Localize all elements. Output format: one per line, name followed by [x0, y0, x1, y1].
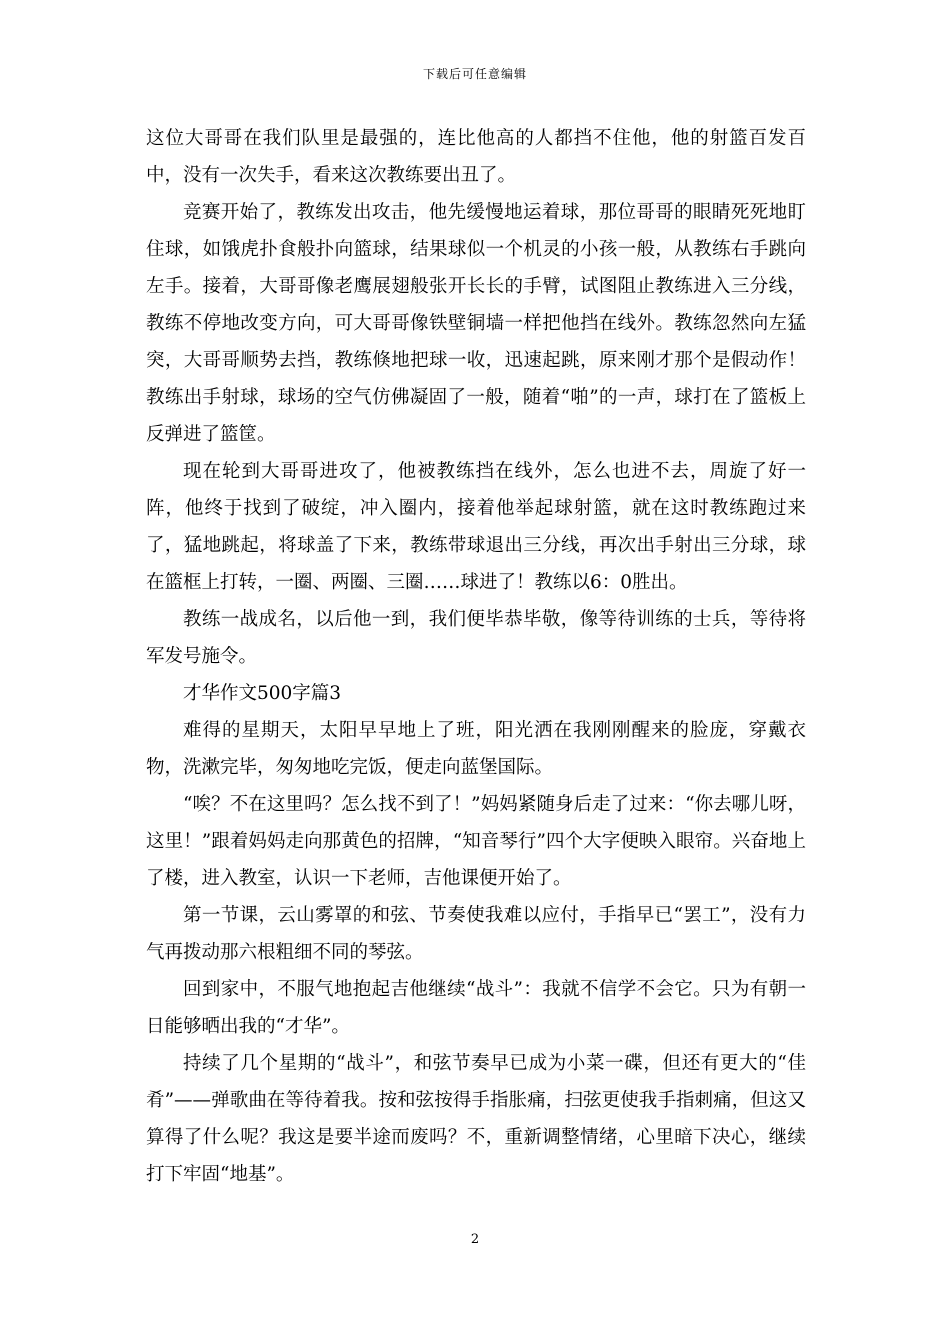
document-body [146, 120, 806, 1193]
paragraph-1: 这位大哥哥在我们队里是最强的，连比他高的人都挡不住他，他的射篮百发百中，没有一次失手，看来这次教练要出丑了。 [146, 128, 806, 186]
paragraph-3: 现在轮到大哥哥进攻了，他被教练挡在线外，怎么也进不去，周旋了好一阵，他终于找到了破绽，冲入圈内，接着他举起球射篮，就在这时教练跑过来了，猛地跳起，将球盖了下来，教练带球退出三分线，再次出手射出三分球，球在篮框上打转，一圈、两圈、三圈……球进了！教练以6：0胜出。 [146, 461, 806, 593]
paragraph-8: 第一节课，云山雾罩的和弦、节奏使我难以应付，手指早已“罢工”，没有力气再拨动那六根粗细不同的琴弦。 [146, 905, 806, 963]
paragraph-4: 教练一战成名，以后他一到，我们便毕恭毕敬，像等待训练的士兵，等待将军发号施令。 [146, 609, 806, 667]
section-heading: 才华作文500字篇3 [183, 683, 342, 704]
paragraph-10: 持续了几个星期的“战斗”，和弦节奏早已成为小菜一碟，但还有更大的“佳肴”——弹歌曲在等待着我。按和弦按得手指胀痛，扫弦更使我手指刺痛，但这又算得了什么呢？我这是要半途而废吗？不，重新调整情绪，心里暗下决心，继续打下牢固“地基”。 [146, 1053, 806, 1185]
paragraph-7: “唉？不在这里吗？怎么找不到了！”妈妈紧随身后走了过来：“你去哪儿呀，这里！”跟着妈妈走向那黄色的招牌，“知音琴行”四个大字便映入眼帘。兴奋地上了楼，进入教室，认识一下老师，吉他课便开始了。 [146, 794, 806, 889]
paragraph-6: 难得的星期天，太阳早早地上了班，阳光洒在我刚刚醒来的脸庞，穿戴衣物，洗漱完毕，匆匆地吃完饭，便走向蓝堡国际。 [146, 720, 806, 778]
paragraph-9: 回到家中，不服气地抱起吉他继续“战斗”：我就不信学不会它。只为有朝一日能够晒出我的“才华”。 [146, 979, 806, 1037]
page-number: 2 [470, 1232, 480, 1247]
page-header: 下载后可任意编辑 [422, 67, 527, 81]
paragraph-2: 竞赛开始了，教练发出攻击，他先缓慢地运着球，那位哥哥的眼睛死死地盯住球，如饿虎扑食般扑向篮球，结果球似一个机灵的小孩一般，从教练右手跳向左手。接着，大哥哥像老鹰展翅般张开长长的手臂，试图阻止教练进入三分线，教练不停地改变方向，可大哥哥像铁壁铜墙一样把他挡在线外。教练忽然向左猛突，大哥哥顺势去挡，教练倏地把球一收，迅速起跳，原来刚才那个是假动作！教练出手射球，球场的空气仿佛凝固了一般，随着“啪”的一声，球打在了篮板上反弹进了篮筐。 [146, 202, 806, 445]
